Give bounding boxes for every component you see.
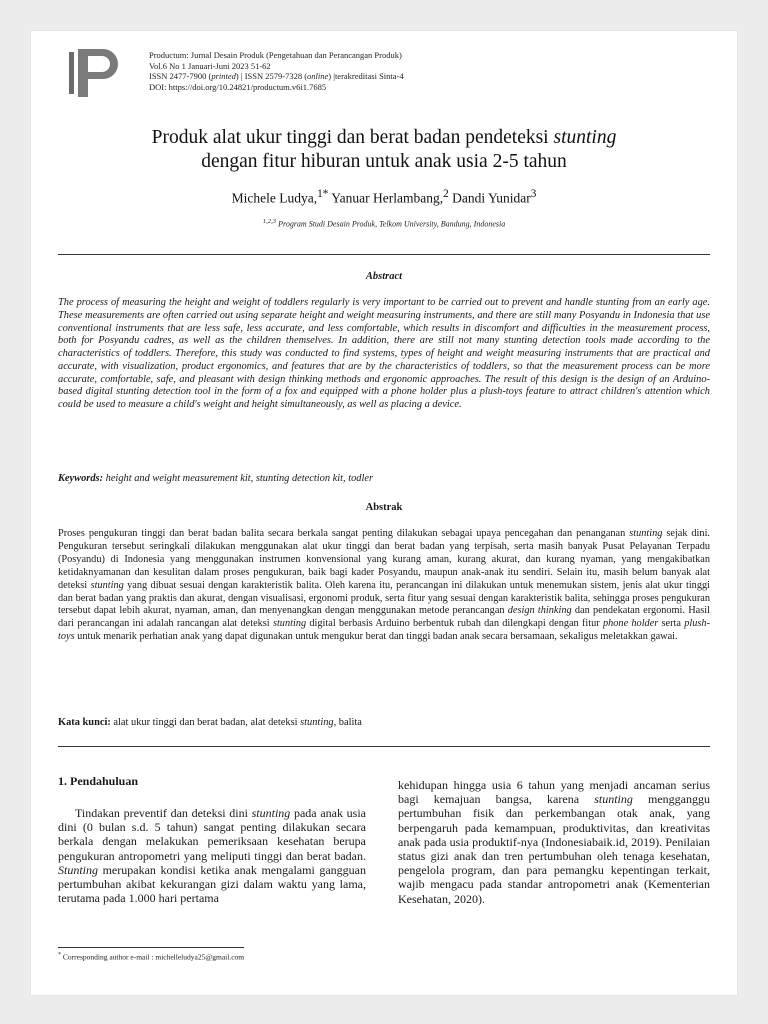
abstrak-text: serta (658, 618, 685, 630)
journal-volume: Vol.6 No 1 Januari-Juni 2023 51-62 (149, 60, 271, 71)
author-2-mark: 2 (443, 188, 449, 200)
abstrak-italic: stunting (629, 528, 663, 539)
abstract-heading: Abstract (365, 271, 403, 282)
abstrak-italic: plush-toys (58, 618, 710, 643)
issn-print: ISSN 2477-7900 ( (149, 71, 212, 82)
author-2: Yanuar Herlambang, (328, 190, 444, 206)
author-1-mark: 1* (317, 188, 329, 200)
body-text: merupakan kondisi ketika anak mengalami gangguan pertumbuhan akibat kekurangan gizi dalam waktu yang lama, terutama pada 1.000 hari pertama (58, 862, 366, 906)
abstrak-text: digital berbasis Arduino berbentuk rubah dan dilengkapi dengan fitur (306, 618, 603, 630)
kata-kunci-text: alat ukur tinggi dan berat badan, alat deteksi (110, 717, 301, 728)
issn-online: ) | ISSN 2579-7328 ( (235, 71, 308, 82)
issn-online-label: online (307, 71, 329, 82)
abstrak-body (58, 528, 710, 644)
kata-kunci-italic: stunting (300, 717, 334, 728)
keywords-text: height and weight measurement kit, stunting detection kit, todler (103, 473, 374, 484)
kata-kunci-label: Kata kunci: (58, 717, 111, 728)
journal-doi[interactable]: DOI: https://doi.org/10.24821/productum.v6i1.7685 (149, 81, 327, 92)
keywords-label: Keywords: (58, 473, 104, 484)
abstrak-text: Proses pengukuran tinggi dan berat badan balita secara berkala sangat penting dilakukan sebagai upaya pencegahan dan penanganan (58, 528, 630, 539)
abstrak-text: dan pendekatan ergonomi. Hasil dari perancangan ini adalah rancangan alat deteksi (58, 605, 710, 630)
affiliation-mark: 1,2,3 (262, 218, 277, 225)
affiliation (31, 218, 737, 229)
body-italic: stunting (251, 806, 291, 820)
divider-bottom (58, 746, 710, 747)
author-list (31, 188, 737, 207)
abstrak-italic: stunting (272, 618, 307, 630)
body-text: mengganggu pertumbuhan fisik dan perkembangan otak anak, yang berpengaruh pada kemampuan, produktivitas, dan kreativitas anak pada usia produktif-nya (Indonesiabaik.id, 2019). Penilaian status gizi anak dan tren pertumbuhan oleh tenaga kesehatan, pengelola program, dan para pemangku kepentingan terkait, wajib mengacu pada standar antropometri anak (Kementerian Kesehatan, 2020). (398, 792, 710, 906)
abstrak-text: sejak dini. Pengukuran tersebut seringkali dilakukan menggunakan alat ukur tinggi dan berat badan yang terpisah, serta masih banyak Pusat Pelayanan Terpadu (Posyandu) di Indonesia yang menggunakan instrumen konvensional yang kurang aman, kurang akurat, dan kurang nyaman, yang mengakibatkan ketidaknyamanan dan kesulitan dalam proses pengukuran, baik bagi kader Posyandu, maupun anak-anak itu sendiri. Selain itu, masih belum banyak alat deteksi (58, 528, 711, 591)
paper-title (31, 126, 737, 174)
abstrak-italic: design thinking (507, 605, 572, 617)
body-text: kehidupan hingga usia 6 tahun yang menjadi ancaman serius bagi kemajuan bangsa, karena (398, 778, 710, 807)
issn-print-label: printed (211, 71, 236, 82)
title-line2: dengan fitur hiburan untuk anak usia 2-5 tahun (201, 151, 567, 172)
footnote-mark: * (58, 952, 61, 958)
kata-kunci-text: , balita (333, 717, 362, 728)
keywords (58, 473, 373, 484)
abstrak-heading: Abstrak (365, 502, 403, 513)
body-column-left (58, 806, 366, 905)
journal-issn (149, 71, 404, 82)
footnote-rule (58, 947, 244, 948)
footnote-text: Corresponding author e-mail : michelleludya25@gmail.com (61, 952, 245, 962)
affiliation-text: Program Studi Desain Produk, Telkom University, Bandung, Indonesia (276, 219, 506, 229)
abstract-body: The process of measuring the height and weight of toddlers regularly is very important to be carried out to prevent and handle stunting from an early age. These measurements are often carried out using separate height and weight measuring instruments, and there are still many Posyandu in Indonesia that use conventional instruments that are less safe, less accurate, and less comfortable, which results in discomfort and difficulties in the measurement process, both for Posyandu cadres, as well as the children themselves. In addition, there are still not many stunting detection tools made according to the characteristics of toddlers. Therefore, this study was conducted to find systems, types of height and weight measuring instruments that are practical and accurate, with visualization, product ergonomics, and features that are by the characteristics of toddlers, so that the measurement process can be more accurate, comfortable, safe, and pleasant with design thinking methods and ergonomic approaches. The result of this design is the design of an Arduino-based digital stunting detection tool in the form of a fox and equipped with a phone holder plus a plush-toys feature to attract children's attention which could be used to measure a child's weight and height simultaneously, as well as placing a device. (58, 297, 710, 410)
abstrak-text: yang dibuat sesuai dengan karakteristik balita. Oleh karena itu, perancangan ini dilakukan untuk menemukan sistem, jenis alat ukur tinggi dan berat badan yang praktis dan akurat, dengan visualisasi, ergonomi produk, serta fitur yang sesuai dengan karakteristik balita, sehingga proses pengukuran tersebut dapat lebih akurat, nyaman, aman, dan menyenangkan dengan menggunakan metode perancangan (58, 579, 710, 617)
section-heading: 1. Pendahuluan (58, 774, 139, 788)
title-italic-term: stunting (553, 127, 617, 148)
abstrak-italic: stunting (90, 579, 124, 591)
body-text: Tindakan preventif dan deteksi dini (75, 806, 252, 820)
journal-logo (69, 49, 123, 97)
body-text: pada anak usia dini (0 bulan s.d. 5 tahun) sangat penting dilakukan secara berkala dengan melakukan pemeriksaan kesehatan berupa pengukuran antropometri yang meliputi tinggi dan berat badan. (58, 806, 366, 863)
kata-kunci (58, 717, 362, 728)
author-1: Michele Ludya, (231, 190, 318, 206)
footnote (58, 952, 244, 962)
divider-top (58, 254, 710, 255)
author-3: Dandi Yunidar (448, 190, 531, 206)
journal-name: Productum: Jurnal Desain Produk (Pengetahuan dan Perancangan Produk) (149, 50, 402, 60)
abstrak-text: untuk menarik perhatian anak yang dapat digunakan untuk mengukur berat dan tinggi badan anak secara bersamaan, sekaligus meletakkan gawai. (74, 631, 678, 643)
author-3-mark: 3 (530, 188, 537, 200)
body-italic: stunting (594, 792, 633, 807)
title-line1: Produk alat ukur tinggi dan berat badan pendeteksi (151, 127, 554, 148)
paper-page (31, 31, 737, 995)
issn-accreditation: ) |terakreditasi Sinta-4 (328, 71, 404, 82)
body-column-right (398, 778, 710, 906)
abstrak-italic: phone holder (602, 618, 659, 630)
journal-info (149, 50, 404, 92)
body-italic: Stunting (58, 862, 99, 877)
